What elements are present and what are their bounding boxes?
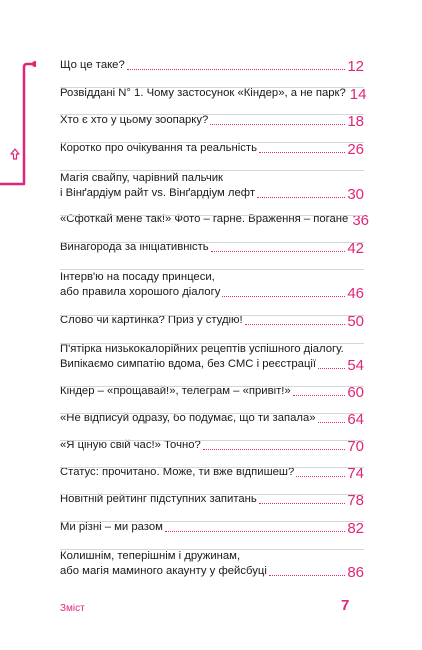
dot-leader xyxy=(259,152,345,153)
divider xyxy=(60,386,364,387)
toc-entry-title: Кіндер – «прощавай!», телеграм – «привіт!» xyxy=(60,385,291,397)
toc-page-number: 60 xyxy=(347,384,364,401)
toc-page-number: 26 xyxy=(347,141,364,158)
divider xyxy=(60,413,364,414)
divider xyxy=(60,242,364,243)
toc-page-number: 64 xyxy=(347,411,364,428)
toc-entry[interactable] xyxy=(60,270,364,300)
toc-entry-title: Магія свайпу, чарівний пальчик xyxy=(60,172,223,184)
dot-leader xyxy=(296,476,345,477)
dot-leader xyxy=(257,197,345,198)
toc-entry-title: «Я ціную свій час!» Точно? xyxy=(60,439,201,451)
dot-leader xyxy=(222,296,345,297)
dot-leader xyxy=(259,503,346,504)
toc-entry-title: Інтерв'ю на посаду принцеси, xyxy=(60,271,215,283)
divider xyxy=(60,440,364,441)
toc-entry[interactable] xyxy=(60,86,367,103)
toc-page-number: 50 xyxy=(347,313,364,330)
page-number: 7 xyxy=(341,597,350,614)
toc-entry-title: Хто є хто у цьому зоопарку? xyxy=(60,114,209,126)
toc-entry[interactable] xyxy=(60,113,364,128)
toc-page-number: 74 xyxy=(347,465,364,482)
toc-entry-title: Слово чи картинка? Приз у студію! xyxy=(60,314,243,326)
toc-page-number: 46 xyxy=(347,285,364,302)
dot-leader xyxy=(203,449,346,450)
table-of-contents xyxy=(60,0,370,600)
dot-leader xyxy=(127,69,346,70)
up-arrow-icon xyxy=(10,148,20,160)
toc-entry-title: Розвіддані N° 1. Чому застосунок «Кіндер», а не парк? xyxy=(60,87,346,99)
dot-leader xyxy=(210,124,345,125)
toc-entry-title: «Сфоткай мене так!» Фото – гарне. Враження – погане xyxy=(60,213,349,225)
toc-page-number: 30 xyxy=(347,186,364,203)
dot-leader xyxy=(269,575,345,576)
dot-leader xyxy=(165,531,345,532)
divider xyxy=(60,467,364,468)
toc-entry-title: Новітній рейтинг підступних запитань xyxy=(60,493,257,505)
toc-entry[interactable] xyxy=(60,549,364,579)
divider xyxy=(60,114,364,115)
toc-entry-title: П'ятірка низькокалорійних рецептів успішного діалогу. xyxy=(60,343,344,355)
toc-entry-title: або магія маминого акаунту у фейсбуці xyxy=(60,565,267,577)
toc-entry-title: Що це таке? xyxy=(60,59,125,71)
divider xyxy=(60,87,364,88)
toc-page-number: 54 xyxy=(347,357,364,374)
divider xyxy=(60,549,364,550)
toc-entry[interactable] xyxy=(60,141,364,156)
toc-page-number: 14 xyxy=(349,86,367,103)
section-label: Зміст xyxy=(60,603,85,614)
dot-leader xyxy=(211,251,346,252)
toc-entry[interactable] xyxy=(60,342,364,372)
toc-entry-title: і Вінґардіум райт vs. Вінґардіум лефт xyxy=(60,187,256,199)
toc-entry-title: Коротко про очікування та реальність xyxy=(60,142,257,154)
toc-page-number: 82 xyxy=(347,520,364,537)
toc-page-number: 36 xyxy=(352,212,370,229)
divider xyxy=(60,315,364,316)
decorative-bracket xyxy=(0,60,36,188)
toc-page-number: 18 xyxy=(347,113,364,130)
divider xyxy=(60,215,364,216)
divider xyxy=(60,521,364,522)
toc-entry-title: «Не відписуй одразу, бо подумає, що ти запала» xyxy=(60,412,316,424)
toc-entry[interactable] xyxy=(60,520,364,535)
toc-entry-title: або правила хорошого діалогу xyxy=(60,286,221,298)
dot-leader xyxy=(293,395,346,396)
toc-page-number: 86 xyxy=(347,564,364,581)
toc-entry[interactable] xyxy=(60,58,364,73)
divider xyxy=(60,269,364,270)
dot-leader xyxy=(318,368,345,369)
toc-page-number: 78 xyxy=(347,492,364,509)
toc-entry-title: Статус: прочитано. Може, ти вже відпишеш? xyxy=(60,466,295,478)
toc-page-number: 12 xyxy=(347,58,364,75)
divider xyxy=(60,142,364,143)
divider xyxy=(60,170,364,171)
toc-page-number: 70 xyxy=(347,438,364,455)
toc-entry-title: Винагорода за ініціативність xyxy=(60,241,209,253)
toc-entry-title: Випікаємо симпатію вдома, без СМС і реєстрації xyxy=(60,358,317,370)
toc-entry-title: Колишнім, теперішнім і дружинам, xyxy=(60,550,241,562)
divider xyxy=(60,343,364,344)
toc-entry-title: Ми різні – ми разом xyxy=(60,521,163,533)
toc-entry[interactable] xyxy=(60,171,364,201)
toc-page-number: 42 xyxy=(347,240,364,257)
divider xyxy=(60,494,364,495)
dot-leader xyxy=(245,324,346,325)
dot-leader xyxy=(318,422,346,423)
